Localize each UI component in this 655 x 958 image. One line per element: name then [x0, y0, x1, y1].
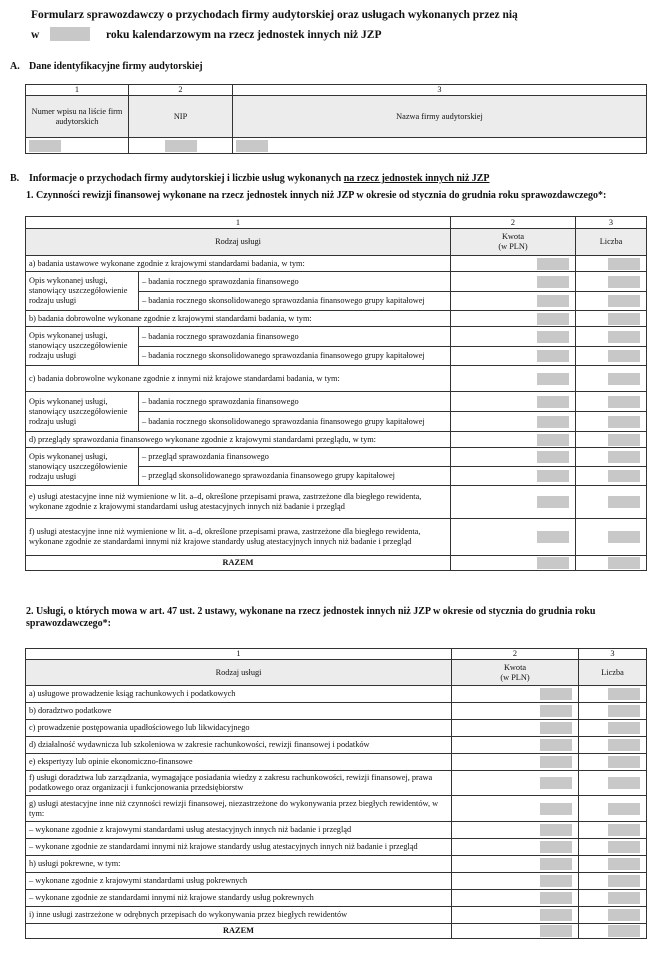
amount-input[interactable]	[537, 434, 569, 446]
t1-row-f-amount[interactable]	[451, 519, 576, 556]
count-input[interactable]	[608, 925, 640, 937]
t1-row-b-amount[interactable]	[451, 311, 576, 327]
t2-col-number-2: 2	[452, 649, 579, 660]
count-input[interactable]	[608, 295, 640, 307]
count-input[interactable]	[608, 396, 640, 408]
amount-input[interactable]	[537, 470, 569, 482]
amount-input[interactable]	[537, 313, 569, 325]
t1-row-c-count[interactable]	[576, 366, 647, 392]
t1-total-label: RAZEM	[26, 556, 451, 571]
count-input[interactable]	[608, 739, 640, 751]
count-input[interactable]	[608, 722, 640, 734]
t2-row-h: h) usługi pokrewne, w tym:	[26, 856, 452, 873]
t2-row-h1-amount[interactable]	[452, 873, 579, 890]
t2-row-i-amount[interactable]	[452, 907, 579, 924]
t2-row-g1-count[interactable]	[579, 822, 647, 839]
firm-name-input[interactable]	[236, 140, 268, 152]
header-firm-name: Nazwa firmy audytorskiej	[233, 96, 647, 138]
t2-row-h-amount[interactable]	[452, 856, 579, 873]
form-title: Formularz sprawozdawczy o przychodach firmy audytorskiej oraz usługach wykonanych przez nią	[31, 9, 518, 21]
t1-row-b1-amount[interactable]	[451, 327, 576, 347]
amount-input[interactable]	[540, 777, 572, 789]
t2-total-label: RAZEM	[26, 924, 452, 939]
t2-row-f-count[interactable]	[579, 771, 647, 796]
t2-row-h1: – wykonane zgodnie z krajowymi standardami usług pokrewnych	[26, 873, 452, 890]
count-input[interactable]	[608, 688, 640, 700]
count-input[interactable]	[608, 531, 640, 543]
t1-opis-b: Opis wykonanej usługi, stanowiący uszczegółowienie rodzaju usługi	[26, 327, 139, 366]
t2-row-b: b) doradztwo podatkowe	[26, 703, 452, 720]
t1-row-b2: – badania rocznego skonsolidowanego sprawozdania finansowego grupy kapitałowej	[139, 347, 451, 366]
t2-row-i: i) inne usługi zastrzeżone w odrębnych przepisach do wykonywania przez biegłych rewidentów	[26, 907, 452, 924]
t1-row-d-count[interactable]	[576, 432, 647, 448]
count-input[interactable]	[608, 909, 640, 921]
amount-input[interactable]	[540, 841, 572, 853]
t1-col-number-3: 3	[576, 217, 647, 229]
t2-row-i-count[interactable]	[579, 907, 647, 924]
amount-input[interactable]	[540, 722, 572, 734]
t2-row-a-count[interactable]	[579, 686, 647, 703]
section-b-letter: B.	[10, 173, 20, 184]
t1-row-c1-count[interactable]	[576, 392, 647, 412]
t2-row-d-amount[interactable]	[452, 737, 579, 754]
amount-input[interactable]	[540, 705, 572, 717]
amount-input[interactable]	[540, 875, 572, 887]
count-input[interactable]	[608, 350, 640, 362]
t1-row-c2: – badania rocznego skonsolidowanego sprawozdania finansowego grupy kapitałowej	[139, 412, 451, 432]
t1-header-service-type: Rodzaj usługi	[26, 229, 451, 256]
t1-row-f: f) usługi atestacyjne inne niż wymienione w lit. a–d, określone przepisami prawa, zastrzeżone dla biegłego rewidenta, wykonane zgodnie ze standardami innymi niż krajowe standardy usług atestacyjnych innych niż badanie i przegląd	[26, 519, 451, 556]
count-input[interactable]	[608, 803, 640, 815]
t2-row-c-amount[interactable]	[452, 720, 579, 737]
t2-header-amount: Kwota (w PLN)	[452, 660, 579, 686]
t1-total-count[interactable]	[576, 556, 647, 571]
t2-row-g-amount[interactable]	[452, 796, 579, 822]
t2-row-e-amount[interactable]	[452, 754, 579, 771]
t2-total-amount[interactable]	[452, 924, 579, 939]
t1-row-b-count[interactable]	[576, 311, 647, 327]
amount-input[interactable]	[537, 331, 569, 343]
count-input[interactable]	[608, 841, 640, 853]
registry-number-input[interactable]	[29, 140, 61, 152]
t1-row-d1-amount[interactable]	[451, 448, 576, 467]
t2-header-service-type: Rodzaj usługi	[26, 660, 452, 686]
header-nip: NIP	[129, 96, 233, 138]
t1-row-f-count[interactable]	[576, 519, 647, 556]
t1-row-a1: – badania rocznego sprawozdania finansowego	[139, 272, 451, 292]
count-input[interactable]	[608, 557, 640, 569]
count-input[interactable]	[608, 331, 640, 343]
t2-row-g2-count[interactable]	[579, 839, 647, 856]
amount-input[interactable]	[537, 557, 569, 569]
count-input[interactable]	[608, 451, 640, 463]
t1-header-count: Liczba	[576, 229, 647, 256]
t2-row-h2-amount[interactable]	[452, 890, 579, 907]
t1-row-a: a) badania ustawowe wykonane zgodnie z krajowymi standardami badania, w tym:	[26, 256, 451, 272]
count-input[interactable]	[608, 824, 640, 836]
other-services-table	[25, 648, 647, 939]
t1-opis-d: Opis wykonanej usługi, stanowiący uszczegółowienie rodzaju usługi	[26, 448, 139, 486]
count-input[interactable]	[608, 434, 640, 446]
count-input[interactable]	[608, 373, 640, 385]
count-input[interactable]	[608, 276, 640, 288]
t2-row-h2-count[interactable]	[579, 890, 647, 907]
section-b-title-underlined: na rzecz jednostek innych niż JZP	[343, 173, 490, 184]
amount-input[interactable]	[537, 373, 569, 385]
t2-row-a-amount[interactable]	[452, 686, 579, 703]
t1-row-c-amount[interactable]	[451, 366, 576, 392]
t1-row-b: b) badania dobrowolne wykonane zgodnie z krajowymi standardami badania, w tym:	[26, 311, 451, 327]
amount-input[interactable]	[537, 451, 569, 463]
t1-total-amount[interactable]	[451, 556, 576, 571]
t2-row-h2: – wykonane zgodnie ze standardami innymi niż krajowe standardy usług pokrewnych	[26, 890, 452, 907]
t2-col-number-3: 3	[579, 649, 647, 660]
t2-row-f-amount[interactable]	[452, 771, 579, 796]
amount-input[interactable]	[537, 396, 569, 408]
count-input[interactable]	[608, 875, 640, 887]
t1-row-d2: – przegląd skonsolidowanego sprawozdania finansowego grupy kapitałowej	[139, 467, 451, 486]
amount-input[interactable]	[537, 496, 569, 508]
t1-col-number-1: 1	[26, 217, 451, 229]
t1-opis-a: Opis wykonanej usługi, stanowiący uszczegółowienie rodzaju usługi	[26, 272, 139, 311]
t1-row-e-count[interactable]	[576, 486, 647, 519]
t1-row-b2-count[interactable]	[576, 347, 647, 366]
firm-name-cell[interactable]	[233, 138, 647, 154]
amount-input[interactable]	[537, 416, 569, 428]
count-input[interactable]	[608, 892, 640, 904]
amount-input[interactable]	[537, 295, 569, 307]
amount-input[interactable]	[540, 756, 572, 768]
t2-row-b-amount[interactable]	[452, 703, 579, 720]
t2-row-c-count[interactable]	[579, 720, 647, 737]
count-input[interactable]	[608, 705, 640, 717]
t1-row-a2: – badania rocznego skonsolidowanego sprawozdania finansowego grupy kapitałowej	[139, 292, 451, 311]
section-a-letter: A.	[10, 61, 20, 72]
col-number-1: 1	[26, 85, 129, 96]
t2-row-b-count[interactable]	[579, 703, 647, 720]
t2-total-count[interactable]	[579, 924, 647, 939]
section-b-heading	[10, 173, 490, 184]
t1-row-e-amount[interactable]	[451, 486, 576, 519]
t1-row-a2-count[interactable]	[576, 292, 647, 311]
amount-input[interactable]	[540, 739, 572, 751]
form-title-year-line	[31, 27, 381, 41]
subsection-2-title: 2. Usługi, o których mowa w art. 47 ust. 2 ustawy, wykonane na rzecz jednostek innych niż JZP w okresie od stycznia do grudnia roku sprawozdawczego*:	[26, 606, 596, 629]
year-prefix: w	[31, 29, 40, 41]
t2-row-g: g) usługi atestacyjne inne niż czynności rewizji finansowej, niezastrzeżone do wykonywania przez biegłych rewidentów, w tym:	[26, 796, 452, 822]
t1-row-d1: – przegląd sprawozdania finansowego	[139, 448, 451, 467]
amount-input[interactable]	[540, 909, 572, 921]
count-input[interactable]	[608, 858, 640, 870]
nip-input[interactable]	[165, 140, 197, 152]
t2-header-count: Liczba	[579, 660, 647, 686]
count-input[interactable]	[608, 756, 640, 768]
t2-row-g1: – wykonane zgodnie z krajowymi standardami usług atestacyjnych innych niż badanie i przegląd	[26, 822, 452, 839]
year-input[interactable]	[50, 27, 90, 41]
t1-row-b1-count[interactable]	[576, 327, 647, 347]
t2-row-h-count[interactable]	[579, 856, 647, 873]
section-a-table	[25, 84, 647, 154]
amount-input[interactable]	[537, 276, 569, 288]
t1-row-c1: – badania rocznego sprawozdania finansowego	[139, 392, 451, 412]
amount-input[interactable]	[540, 925, 572, 937]
t1-opis-c: Opis wykonanej usługi, stanowiący uszczegółowienie rodzaju usługi	[26, 392, 139, 432]
amount-input[interactable]	[540, 892, 572, 904]
section-a-title: Dane identyfikacyjne firmy audytorskiej	[29, 61, 203, 72]
registry-number-cell[interactable]	[26, 138, 129, 154]
amount-input[interactable]	[537, 258, 569, 270]
t2-row-g2-amount[interactable]	[452, 839, 579, 856]
t1-row-b2-amount[interactable]	[451, 347, 576, 366]
amount-input[interactable]	[540, 858, 572, 870]
t2-row-f: f) usługi doradztwa lub zarządzania, wymagające posiadania wiedzy z zakresu rachunkowości, rewizji finansowej, prawa podatkowego oraz organizacji i funkcjonowania przedsiębiorstw	[26, 771, 452, 796]
count-input[interactable]	[608, 313, 640, 325]
t1-row-c: c) badania dobrowolne wykonane zgodnie z innymi niż krajowe standardami badania, w tym:	[26, 366, 451, 392]
t2-row-d: d) działalność wydawnicza lub szkoleniowa w zakresie rachunkowości, rewizji finansowej i podatków	[26, 737, 452, 754]
count-input[interactable]	[608, 777, 640, 789]
t1-row-b1: – badania rocznego sprawozdania finansowego	[139, 327, 451, 347]
header-registry-number: Numer wpisu na liście firm audytorskich	[26, 96, 129, 138]
t2-row-c: c) prowadzenie postępowania upadłościowego lub likwidacyjnego	[26, 720, 452, 737]
t2-col-number-1: 1	[26, 649, 452, 660]
t2-row-g1-amount[interactable]	[452, 822, 579, 839]
t2-row-a: a) usługowe prowadzenie ksiąg rachunkowych i podatkowych	[26, 686, 452, 703]
audit-services-table	[25, 216, 647, 571]
t1-row-d-amount[interactable]	[451, 432, 576, 448]
amount-input[interactable]	[540, 803, 572, 815]
t2-row-h1-count[interactable]	[579, 873, 647, 890]
col-number-3: 3	[233, 85, 647, 96]
subsection-1-title: 1. Czynności rewizji finansowej wykonane na rzecz jednostek innych niż JZP w okresie od stycznia do grudnia roku sprawozdawczego*:	[26, 190, 607, 201]
count-input[interactable]	[608, 496, 640, 508]
t1-col-number-2: 2	[451, 217, 576, 229]
t1-row-d1-count[interactable]	[576, 448, 647, 467]
t2-row-d-count[interactable]	[579, 737, 647, 754]
count-input[interactable]	[608, 258, 640, 270]
t1-row-c2-count[interactable]	[576, 412, 647, 432]
t1-row-d: d) przeglądy sprawozdania finansowego wykonane zgodnie z krajowymi standardami przeglądu, w tym:	[26, 432, 451, 448]
count-input[interactable]	[608, 416, 640, 428]
section-b-title: Informacje o przychodach firmy audytorskiej i liczbie usług wykonanych	[29, 173, 342, 184]
t2-row-e: e) ekspertyzy lub opinie ekonomiczno-finansowe	[26, 754, 452, 771]
nip-cell[interactable]	[129, 138, 233, 154]
t2-row-g2: – wykonane zgodnie ze standardami innymi niż krajowe standardy usług atestacyjnych innych niż badanie i przegląd	[26, 839, 452, 856]
section-a-heading	[10, 61, 203, 72]
t1-row-d2-amount[interactable]	[451, 467, 576, 486]
t1-row-a-count[interactable]	[576, 256, 647, 272]
amount-input[interactable]	[537, 350, 569, 362]
t1-row-e: e) usługi atestacyjne inne niż wymienione w lit. a–d, określone przepisami prawa, zastrzeżone dla biegłego rewidenta, wykonane zgodnie z krajowymi standardami usług atestacyjnych innych niż badanie i przegląd	[26, 486, 451, 519]
t1-row-a1-amount[interactable]	[451, 272, 576, 292]
t2-row-g-count[interactable]	[579, 796, 647, 822]
t1-header-amount: Kwota (w PLN)	[451, 229, 576, 256]
t1-row-a-amount[interactable]	[451, 256, 576, 272]
t1-row-d2-count[interactable]	[576, 467, 647, 486]
amount-input[interactable]	[540, 824, 572, 836]
count-input[interactable]	[608, 470, 640, 482]
t1-row-a2-amount[interactable]	[451, 292, 576, 311]
col-number-2: 2	[129, 85, 233, 96]
t1-row-c1-amount[interactable]	[451, 392, 576, 412]
t1-row-c2-amount[interactable]	[451, 412, 576, 432]
amount-input[interactable]	[540, 688, 572, 700]
amount-input[interactable]	[537, 531, 569, 543]
t2-row-e-count[interactable]	[579, 754, 647, 771]
t1-row-a1-count[interactable]	[576, 272, 647, 292]
year-suffix: roku kalendarzowym na rzecz jednostek innych niż JZP	[106, 29, 382, 41]
